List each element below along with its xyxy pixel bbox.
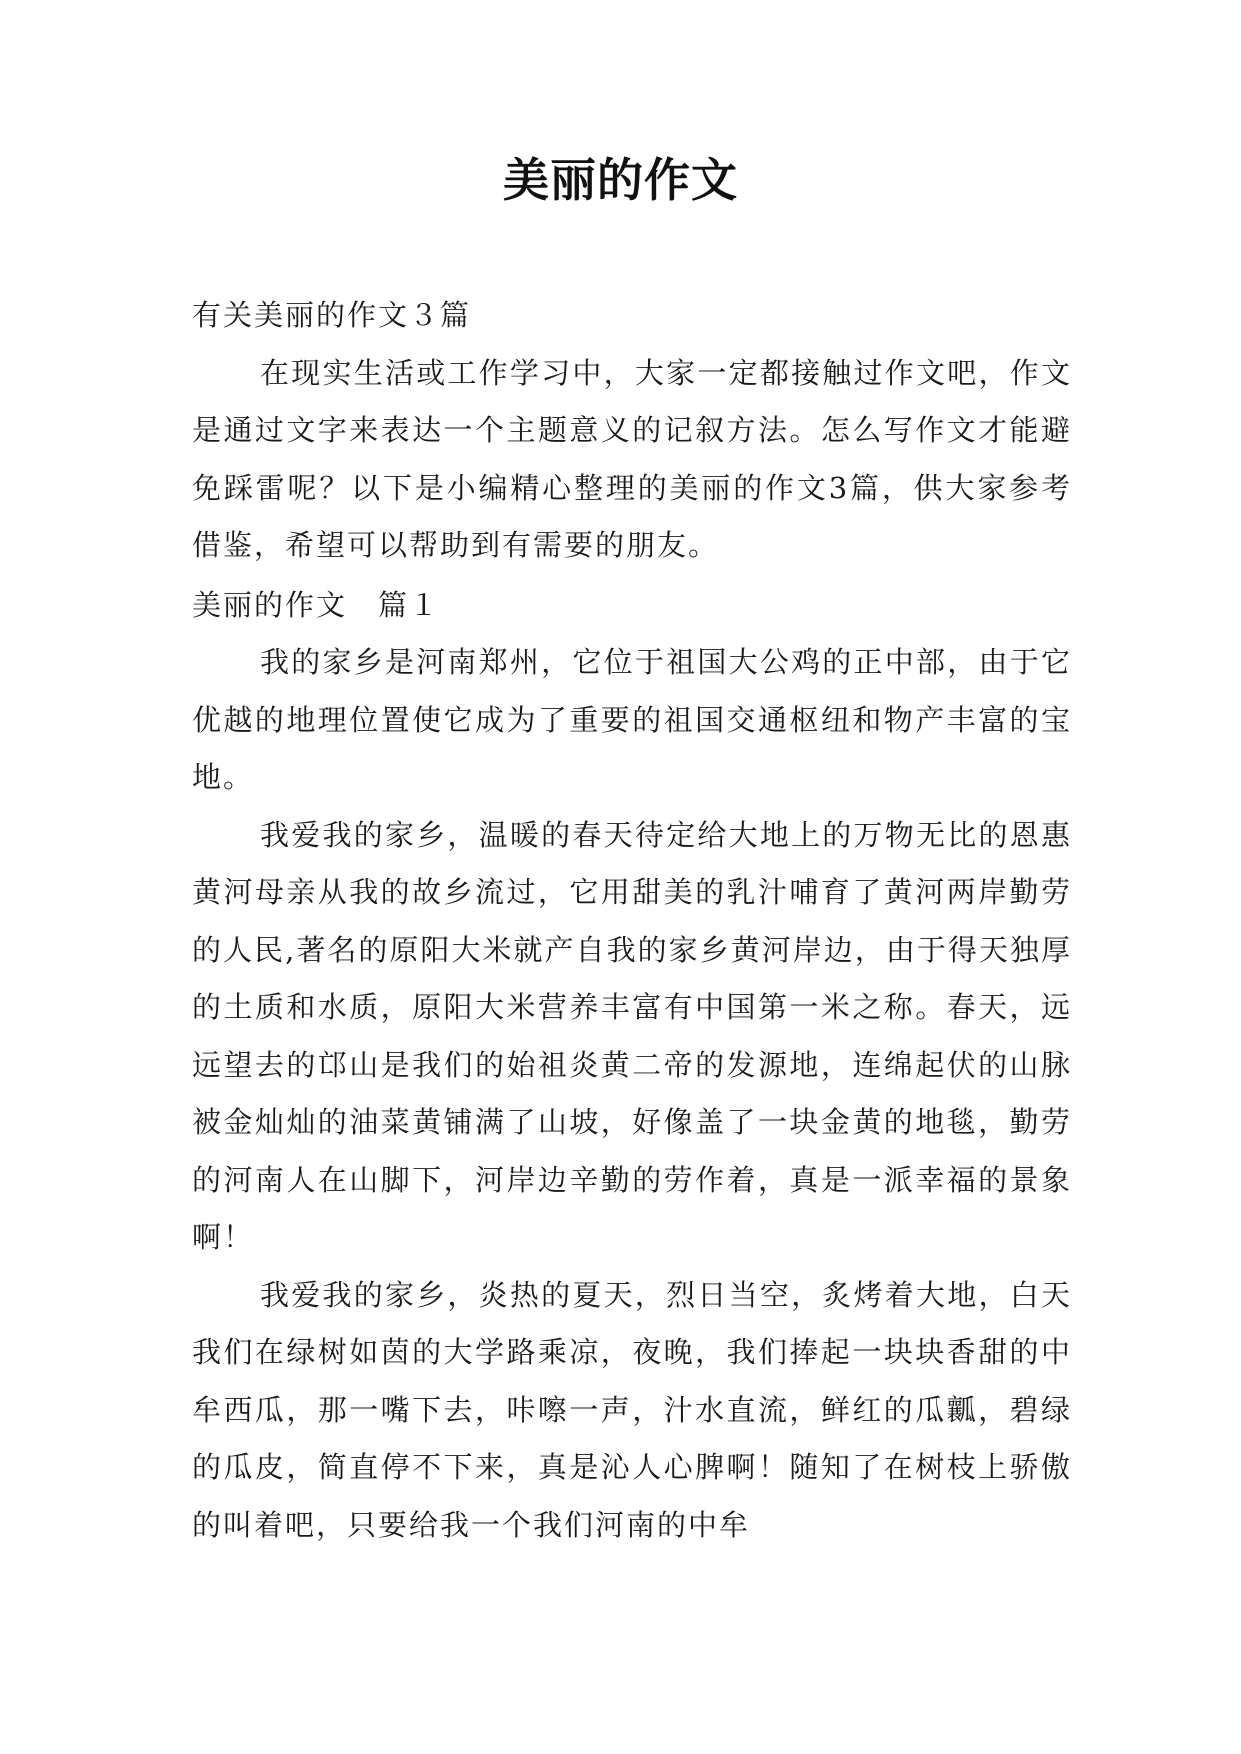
intro-paragraph: 在现实生活或工作学习中，大家一定都接触过作文吧，作文是通过文字来表达一个主题意义的记叙方法。怎么写作文才能避免踩雷呢？以下是小编精心整理的美丽的作文3篇，供大家参考借鉴，希望可以帮助到有需要的朋友。 [192, 355, 1072, 562]
page-title: 美丽的作文 [503, 153, 738, 207]
section-heading: 美丽的作文 篇１ [192, 587, 441, 622]
document-body [192, 287, 1072, 1554]
body-paragraph: 我爱我的家乡，温暖的春天待定给大地上的万物无比的恩惠黄河母亲从我的故乡流过，它用甜美的乳汁哺育了黄河两岸勤劳的人民,著名的原阳大米就产自我的家乡黄河岸边，由于得天独厚的土质和水质，原阳大米营养丰富有中国第一米之称。春天，远远望去的邙山是我们的始祖炎黄二帝的发源地，连绵起伏的山脉被金灿灿的油菜黄铺满了山坡，好像盖了一块金黄的地毯，勤劳的河南人在山脚下，河岸边辛勤的劳作着，真是一派幸福的景象啊！ [192, 817, 1072, 1254]
body-paragraph: 我的家乡是河南郑州，它位于祖国大公鸡的正中部，由于它优越的地理位置使它成为了重要的祖国交通枢纽和物产丰富的宝地。 [192, 645, 1072, 794]
document-subtitle: 有关美丽的作文３篇 [192, 298, 472, 332]
body-paragraph: 我爱我的家乡，炎热的夏天，烈日当空，炙烤着大地，白天我们在绿树如茵的大学路乘凉，夜晚，我们捧起一块块香甜的中牟西瓜，那一嘴下去，咔嚓一声，汁水直流，鲜红的瓜瓤，碧绿的瓜皮，简直停不下来，真是沁人心脾啊！随知了在树枝上骄傲的叫着吧，只要给我一个我们河南的中牟 [192, 1277, 1072, 1542]
